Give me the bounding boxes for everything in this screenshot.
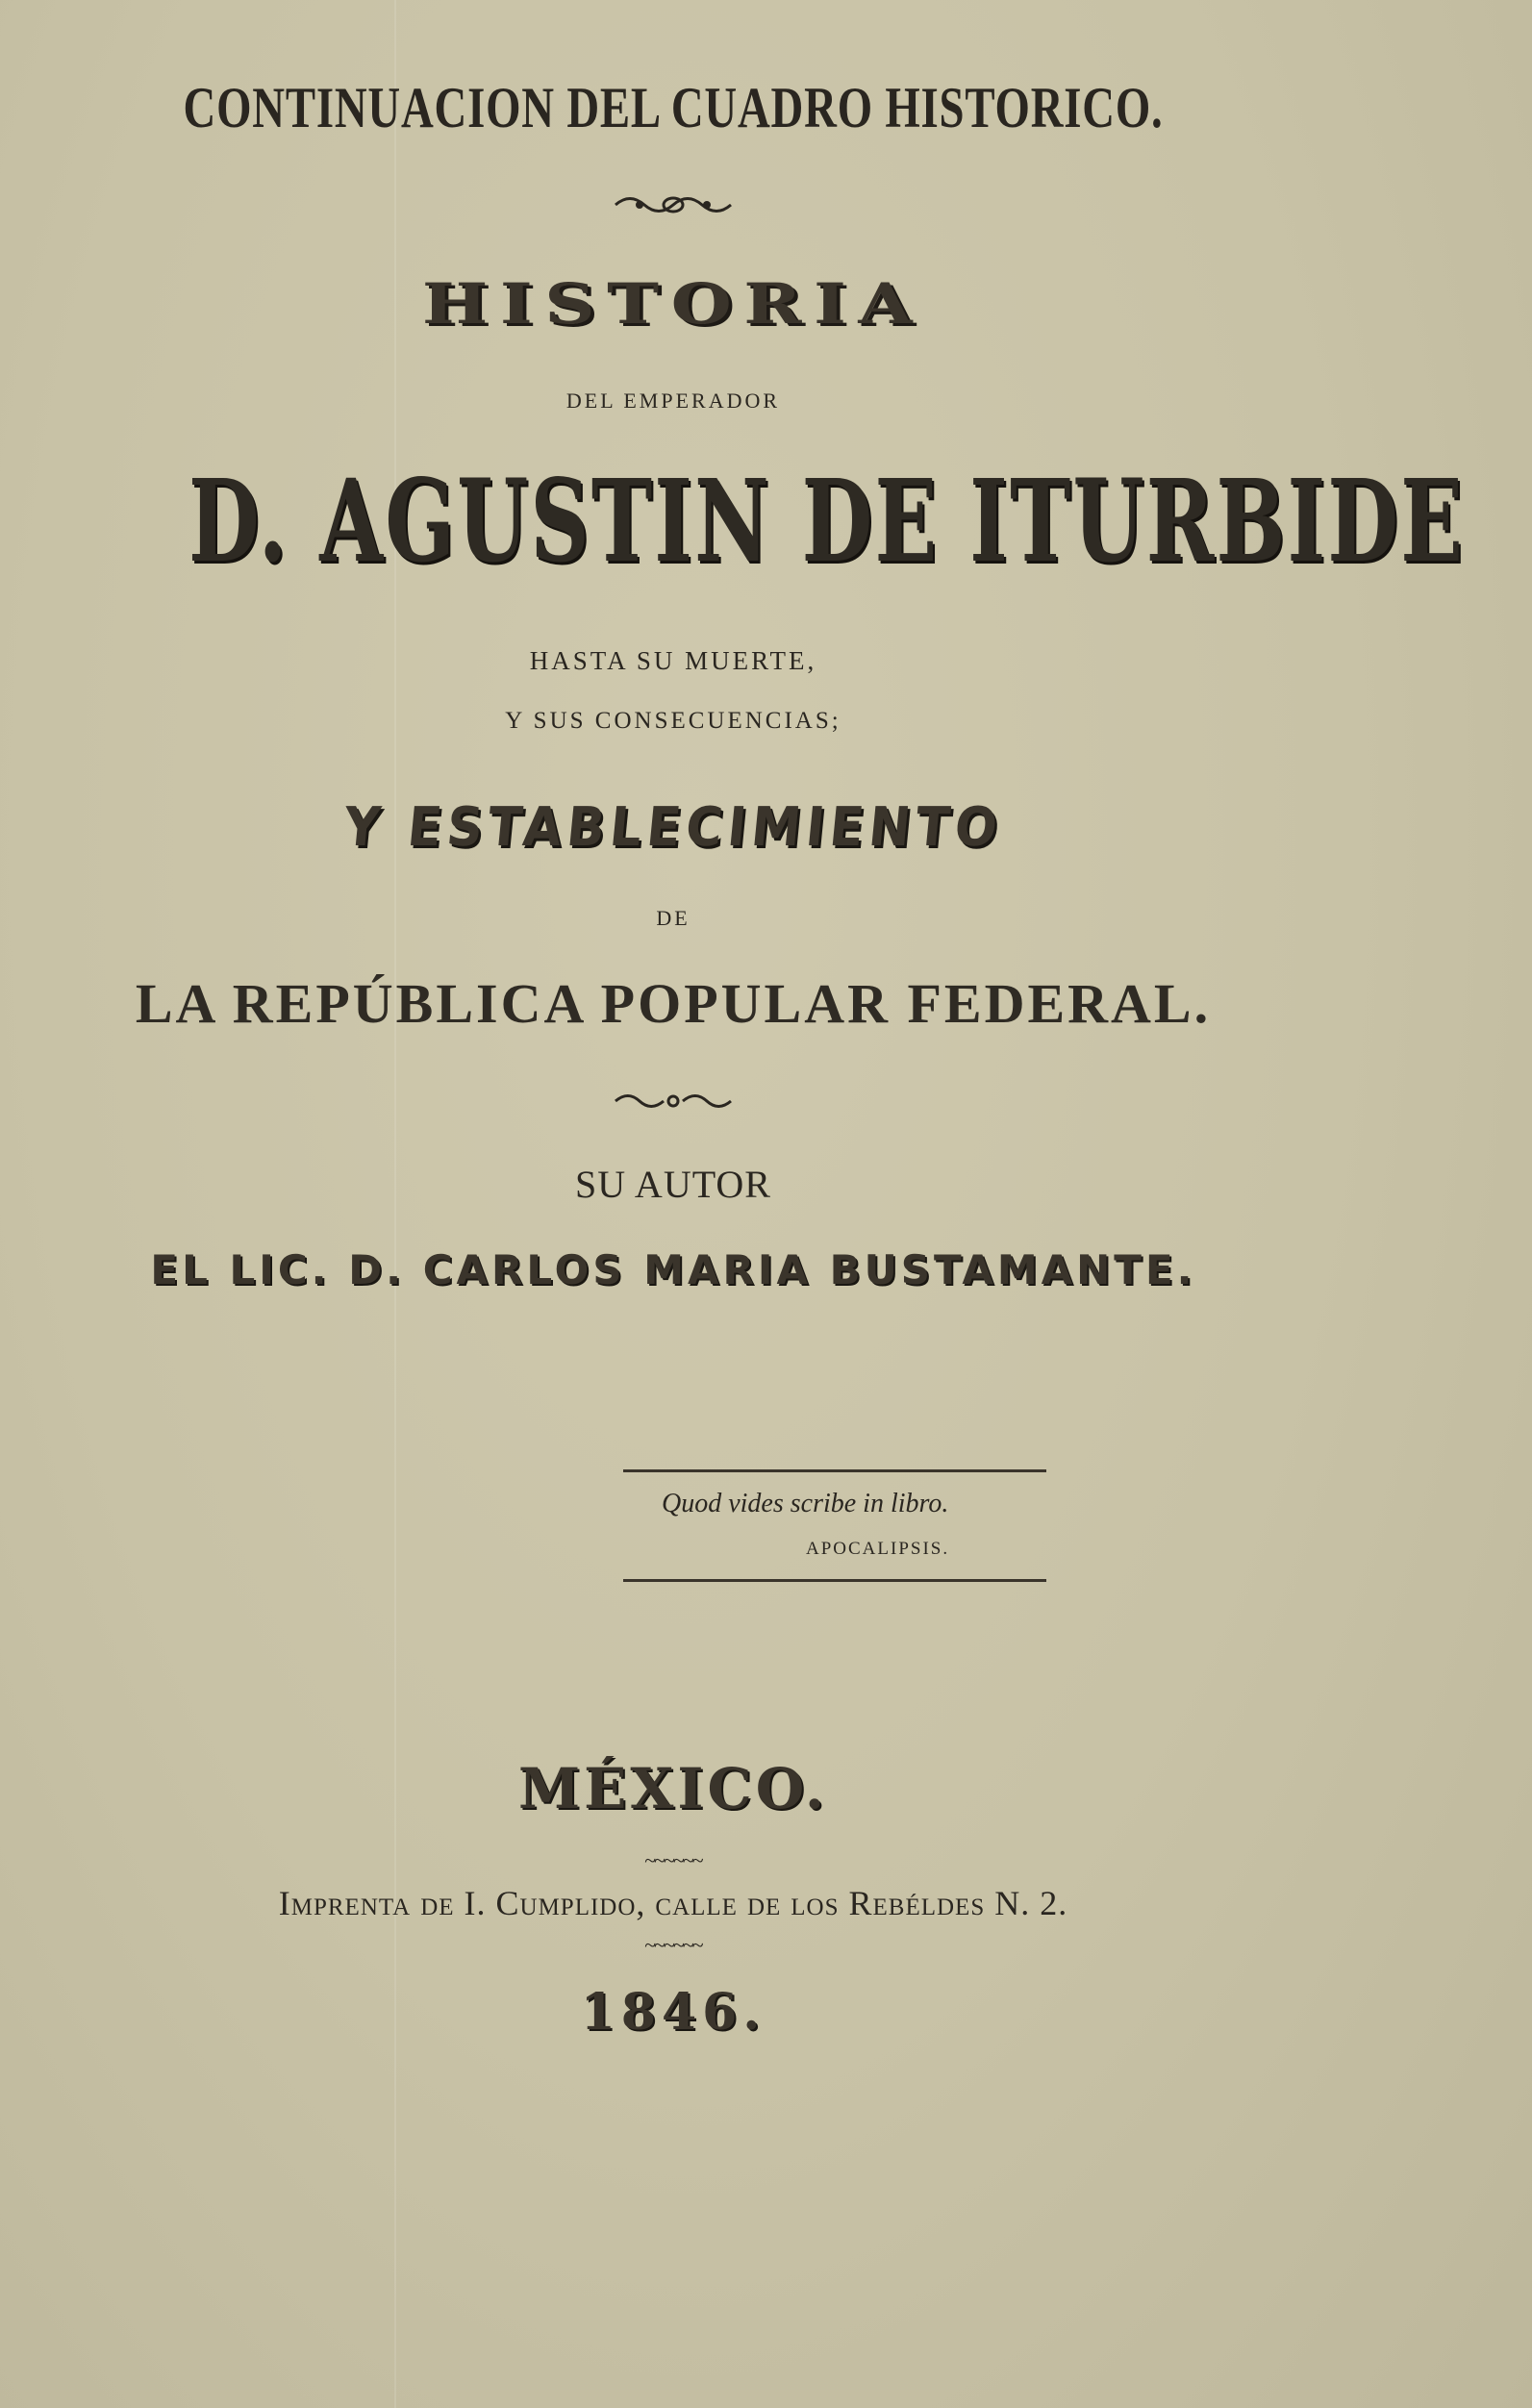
- imprint-year: 1846.: [580, 1983, 766, 2042]
- epigraph-text: Quod vides scribe in libro.: [662, 1489, 949, 1518]
- imprint-city: MÉXICO.: [517, 1756, 829, 1821]
- republica-heading: LA REPÚBLICA POPULAR FEDERAL.: [135, 972, 1212, 1035]
- epigraph-bottom-rule: [623, 1579, 1046, 1582]
- continuation-heading: CONTINUACION DEL CUADRO HISTORICO.: [183, 76, 1164, 139]
- wave-divider: ~~~~~~: [644, 1848, 702, 1872]
- emperor-name: D. AGUSTIN DE ITURBIDE: [188, 454, 1466, 588]
- consecuencias-line: Y SUS CONSECUENCIAS;: [505, 708, 841, 734]
- hasta-su-muerte-line: HASTA SU MUERTE,: [529, 646, 817, 675]
- historia-heading: HISTORIA: [421, 271, 925, 337]
- epigraph-top-rule: [623, 1469, 1046, 1472]
- epigraph-source: APOCALIPSIS.: [806, 1539, 950, 1559]
- wave-divider: ~~~~~~: [644, 1933, 702, 1957]
- ornament-scroll-icon: [0, 190, 1346, 219]
- su-autor-line: SU AUTOR: [575, 1163, 771, 1206]
- de-line: DE: [656, 906, 691, 930]
- establecimiento-heading: Y ESTABLECIMIENTO: [340, 796, 1006, 859]
- del-emperador-line: DEL EMPERADOR: [565, 389, 781, 413]
- imprint-press: Imprenta de I. Cumplido, calle de los Rebéldes N. 2.: [278, 1884, 1068, 1922]
- author-name: EL LIC. D. CARLOS MARIA BUSTAMANTE.: [150, 1246, 1196, 1293]
- ornament-vine-icon: [0, 1087, 1346, 1116]
